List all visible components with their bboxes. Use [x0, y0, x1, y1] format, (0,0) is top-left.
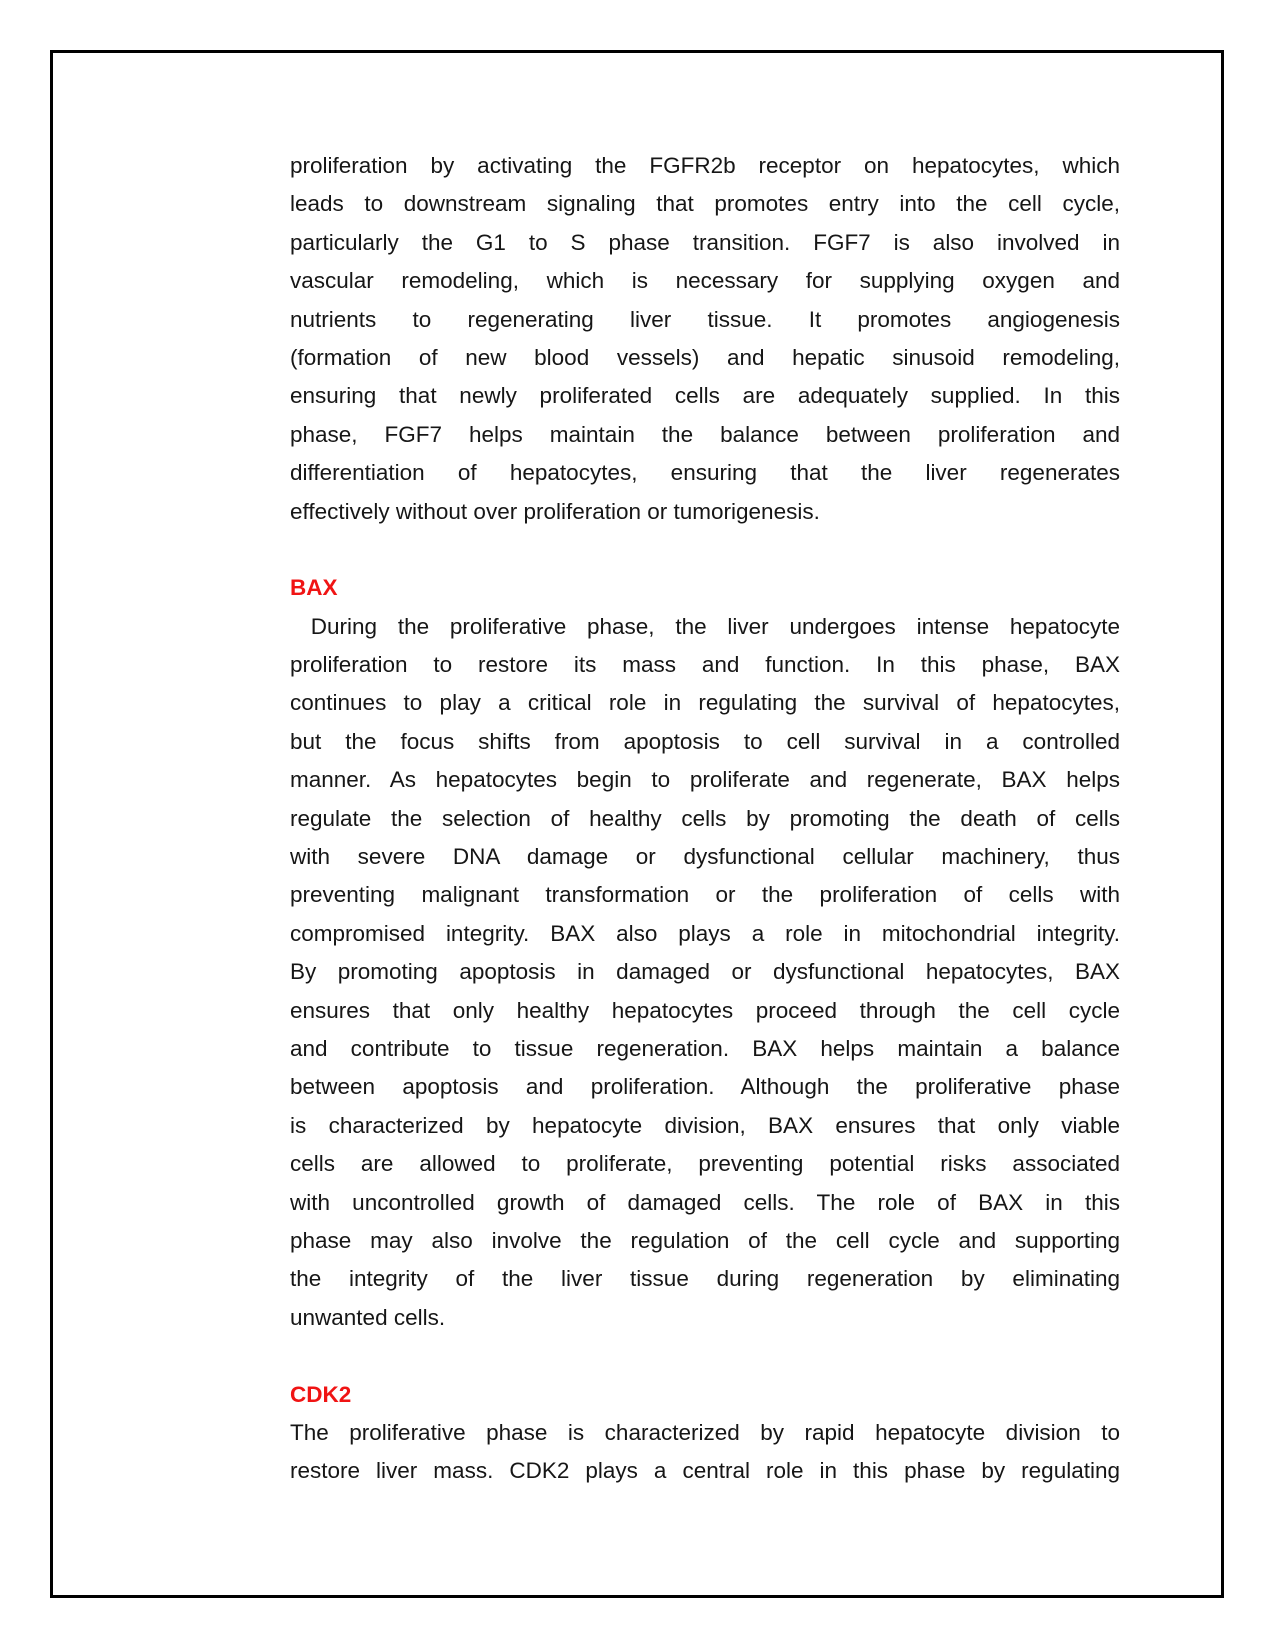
text-line: preventing malignant transformation or the proliferation of cells with: [290, 882, 1120, 908]
text-line: phase may also involve the regulation of the cell cycle and supporting: [290, 1227, 1120, 1253]
text-line: differentiation of hepatocytes, ensuring that the liver regenerates: [290, 460, 1120, 486]
text-line: ensuring that newly proliferated cells are adequately supplied. In this: [290, 383, 1120, 409]
text-line: between apoptosis and proliferation. Although the proliferative phase: [290, 1074, 1120, 1100]
document-content: [290, 147, 1120, 1491]
text-line: but the focus shifts from apoptosis to cell survival in a controlled: [290, 728, 1120, 754]
cdk2-paragraph: [290, 1414, 1120, 1491]
text-line: manner. As hepatocytes begin to proliferate and regenerate, BAX helps: [290, 767, 1120, 793]
cdk2-heading: CDK2: [290, 1381, 352, 1407]
text-line: continues to play a critical role in regulating the survival of hepatocytes,: [290, 690, 1120, 716]
text-line: phase, FGF7 helps maintain the balance between proliferation and: [290, 421, 1120, 447]
text-line: ensures that only healthy hepatocytes proceed through the cell cycle: [290, 997, 1120, 1023]
text-line: proliferation to restore its mass and function. In this phase, BAX: [290, 652, 1120, 678]
text-line: effectively without over proliferation or tumorigenesis.: [290, 498, 820, 524]
text-line: and contribute to tissue regeneration. BAX helps maintain a balance: [290, 1036, 1120, 1061]
text-line: By promoting apoptosis in damaged or dysfunctional hepatocytes, BAX: [290, 959, 1120, 985]
text-line: (formation of new blood vessels) and hepatic sinusoid remodeling,: [290, 344, 1120, 370]
text-line: leads to downstream signaling that promotes entry into the cell cycle,: [290, 191, 1120, 217]
text-line: the integrity of the liver tissue during regeneration by eliminating: [290, 1266, 1120, 1292]
text-line: unwanted cells.: [290, 1304, 446, 1330]
text-line: particularly the G1 to S phase transition. FGF7 is also involved in: [290, 229, 1120, 255]
bax-paragraph: [290, 608, 1120, 1337]
text-line: proliferation by activating the FGFR2b receptor on hepatocytes, which: [290, 153, 1120, 178]
bax-heading: BAX: [290, 575, 338, 601]
text-line: restore liver mass. CDK2 plays a central role in this phase by regulating: [290, 1458, 1120, 1484]
text-line: cells are allowed to proliferate, preventing potential risks associated: [290, 1151, 1120, 1177]
fgf7-paragraph: [290, 147, 1120, 531]
text-line: During the proliferative phase, the liver undergoes intense hepatocyte: [290, 613, 1120, 639]
text-line: compromised integrity. BAX also plays a role in mitochondrial integrity.: [290, 920, 1120, 946]
text-line: The proliferative phase is characterized by rapid hepatocyte division to: [290, 1419, 1120, 1445]
text-line: vascular remodeling, which is necessary for supplying oxygen and: [290, 268, 1120, 294]
text-line: nutrients to regenerating liver tissue. It promotes angiogenesis: [290, 306, 1120, 332]
text-line: is characterized by hepatocyte division, BAX ensures that only viable: [290, 1112, 1120, 1138]
text-line: regulate the selection of healthy cells by promoting the death of cells: [290, 805, 1120, 831]
text-line: with severe DNA damage or dysfunctional cellular machinery, thus: [290, 844, 1120, 870]
text-line: with uncontrolled growth of damaged cells. The role of BAX in this: [290, 1189, 1120, 1215]
